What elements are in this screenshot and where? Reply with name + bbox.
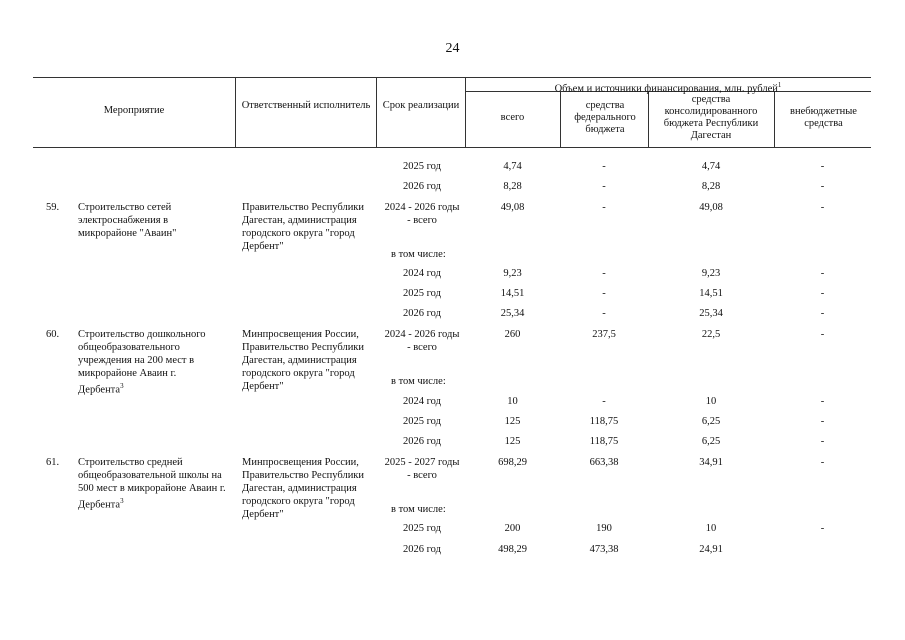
column-header-consolidated: средства консолидированного бюджета Республики Дагестан [663,94,759,141]
table-cell-responsible: Минпросвещения России, Правительство Республики Дагестан, администрация городского округа "город Дербент" [242,329,365,392]
table-cell-federal: - [602,308,606,319]
column-header-period: Срок реализации [382,100,460,111]
table-cell-number: 61. [46,457,60,468]
column-divider [648,91,649,147]
column-divider [774,91,775,147]
column-header-funding-group: Объем и источники финансирования, млн. рублей$^1$ [554,81,782,95]
table-cell-federal: - [602,288,606,299]
page-number: 24 [445,41,460,56]
header-bottom-rule [33,147,871,148]
table-cell-federal: 118,75 [589,416,619,427]
table-cell-extra: - [820,181,825,192]
column-header-extra: внебюджетные средства [790,106,857,129]
table-cell-extra: - [820,308,825,319]
table-cell-consolidated: 24,91 [699,544,723,555]
table-cell-consolidated: 8,28 [701,181,721,192]
table-cell-period: в том числе: [391,504,446,515]
table-cell-total: 9,23 [503,268,522,279]
table-cell-total: 25,34 [500,308,525,319]
table-cell-total: 49,08 [500,202,525,213]
table-cell-period: 2026 год [403,436,441,447]
table-cell-consolidated: 10 [705,523,717,534]
table-cell-period: в том числе: [391,249,446,260]
table-cell-measure: Строительство средней общеобразовательной школы на 500 мест в микрорайоне Аваин г. Дербента$^3$ [78,457,226,511]
table-cell-period: 2024 год [403,396,441,407]
table-cell-number: 60. [46,329,60,340]
table-cell-period: 2026 год [403,544,441,555]
column-header-responsible: Ответственный исполнитель [241,100,371,111]
table-cell-extra: - [820,288,825,299]
table-cell-period: 2025 год [403,161,441,172]
table-cell-extra: - [820,161,825,172]
table-cell-total: 125 [504,436,521,447]
table-cell-period: 2026 год [403,308,441,319]
column-divider [376,77,377,147]
table-cell-federal: 118,75 [589,436,619,447]
table-cell-extra: - [820,202,825,213]
table-top-rule [33,77,871,78]
table-cell-period: 2024 - 2026 годы - всего [384,202,460,226]
table-cell-federal: - [602,181,606,192]
table-cell-consolidated: 10 [705,396,717,407]
table-cell-extra: - [820,416,825,427]
table-cell-number: 59. [46,202,60,213]
table-cell-total: 4,74 [503,161,522,172]
table-cell-extra: - [820,457,825,468]
table-cell-consolidated: 49,08 [699,202,723,213]
table-cell-consolidated: 6,25 [701,416,721,427]
table-cell-responsible: Минпросвещения России, Правительство Республики Дагестан, администрация городского округа "город Дербент" [242,457,365,520]
table-cell-federal: - [602,161,606,172]
table-cell-federal: 190 [596,523,612,534]
table-cell-consolidated: 9,23 [701,268,721,279]
table-cell-federal: 237,5 [592,329,616,340]
column-header-federal: средства федерального бюджета [574,100,636,135]
table-cell-consolidated: 25,34 [699,308,723,319]
table-cell-period: 2025 - 2027 годы - всего [384,457,460,481]
table-cell-federal: - [602,396,606,407]
table-cell-period: в том числе: [391,376,446,387]
table-cell-total: 8,28 [503,181,522,192]
table-cell-federal: - [602,268,606,279]
table-cell-total: 125 [504,416,521,427]
table-cell-consolidated: 14,51 [699,288,723,299]
table-cell-federal: - [602,202,606,213]
table-cell-total: 698,29 [498,457,527,468]
table-cell-period: 2025 год [403,416,441,427]
table-cell-federal: 473,38 [589,544,619,555]
column-divider [235,77,236,147]
table-cell-consolidated: 6,25 [701,436,721,447]
column-header-total: всего [500,112,525,123]
table-cell-extra: - [820,329,825,340]
column-divider [560,91,561,147]
table-cell-extra: - [820,436,825,447]
column-header-measure: Мероприятие [103,105,165,116]
table-cell-period: 2024 год [403,268,441,279]
table-cell-responsible: Правительство Республики Дагестан, администрация городского округа "город Дербент" [242,202,365,252]
table-cell-consolidated: 34,91 [699,457,723,468]
table-cell-period: 2025 год [403,288,441,299]
table-cell-total: 14,51 [500,288,525,299]
table-cell-total: 498,29 [498,544,527,555]
table-cell-measure: Строительство дошкольного общеобразовательного учреждения на 200 мест в микрорайоне Аваин г. Дербента$^3$ [78,329,206,396]
table-cell-extra: - [820,268,825,279]
table-cell-total: 200 [504,523,521,534]
table-cell-extra: - [820,396,825,407]
table-cell-extra: - [820,523,825,534]
table-cell-consolidated: 22,5 [701,329,721,340]
table-cell-period: 2024 - 2026 годы - всего [384,329,460,353]
table-cell-period: 2026 год [403,181,441,192]
table-cell-consolidated: 4,74 [701,161,721,172]
table-cell-total: 260 [504,329,521,340]
table-cell-total: 10 [507,396,518,407]
table-cell-period: 2025 год [403,523,441,534]
table-cell-measure: Строительство сетей электроснабжения в микрорайоне "Аваин" [78,202,177,239]
table-cell-federal: 663,38 [589,457,619,468]
